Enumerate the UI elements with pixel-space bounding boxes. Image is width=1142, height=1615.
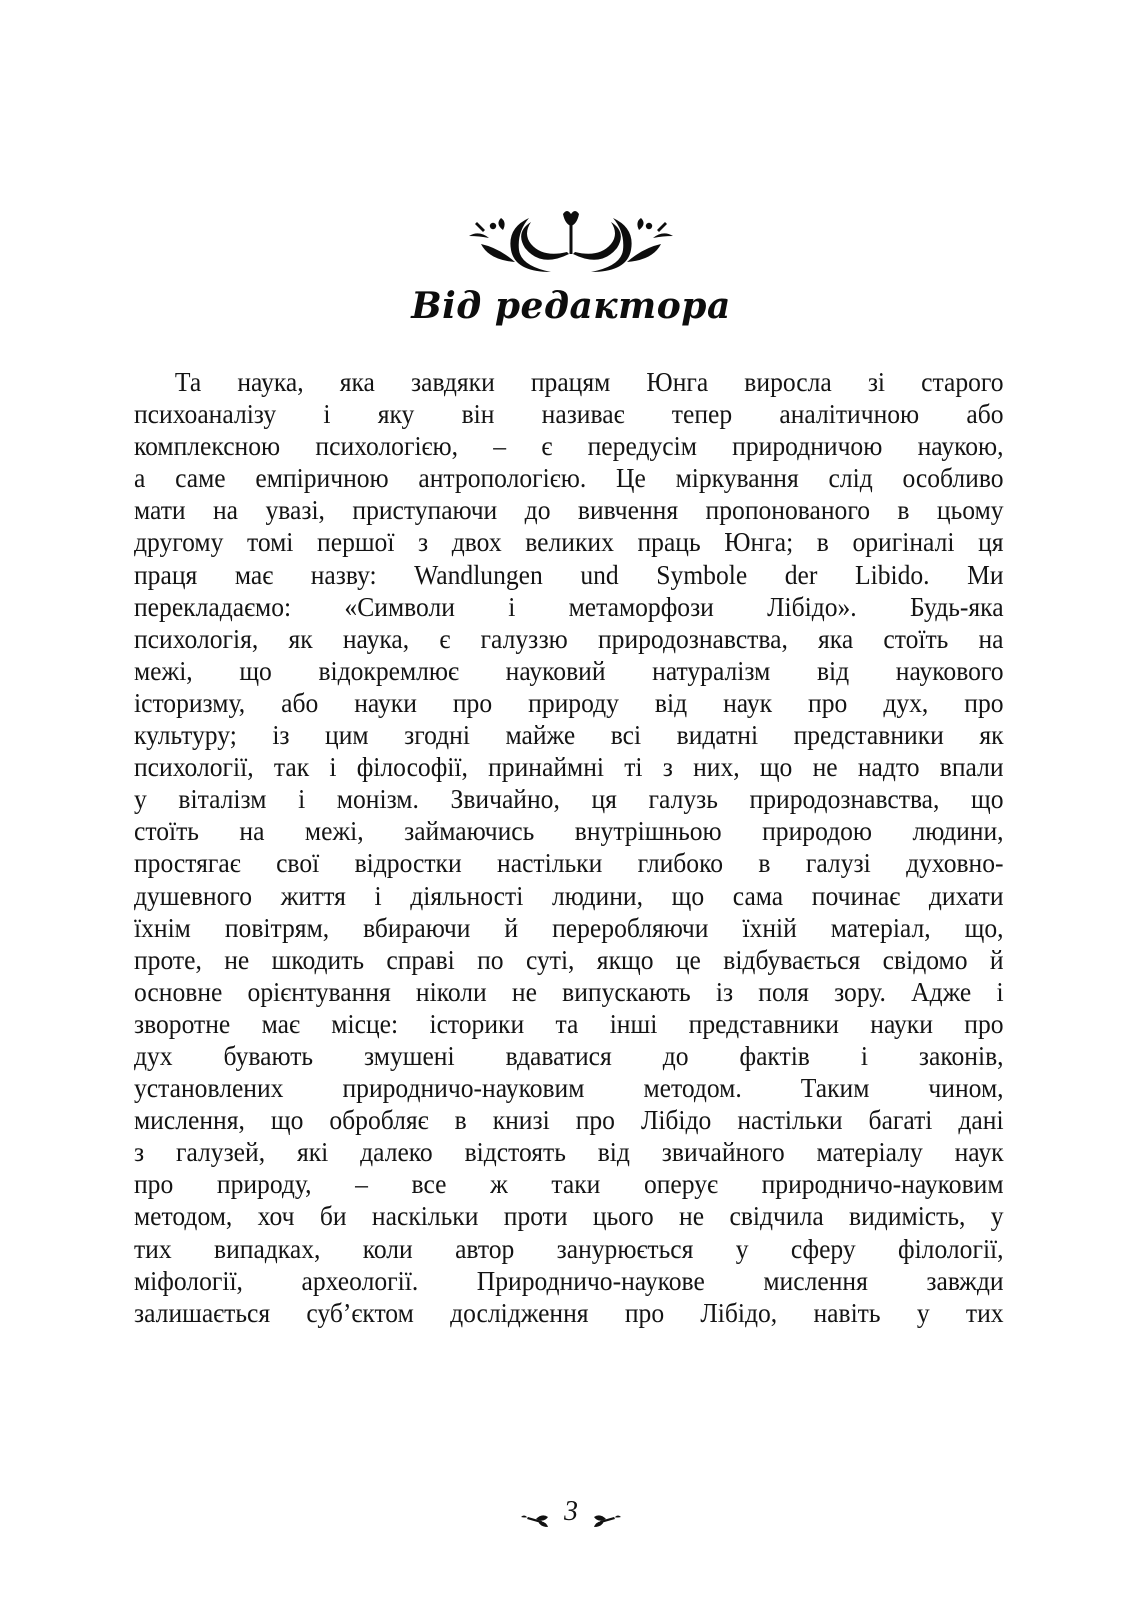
text-line: психоаналізу і яку він називає тепер аналітичною або — [134, 398, 1004, 430]
text-line: простягає свої відростки настільки глибоко в галузі духовно- — [134, 847, 1004, 879]
text-line: методом, хоч би наскільки проти цього не свідчила видимість, у — [134, 1200, 1004, 1232]
text-line: установлених природничо-науковим методом. Таким чином, — [134, 1072, 1004, 1104]
text-line: праця має назву: Wandlungen und Symbole der Libido. Ми — [134, 558, 1004, 590]
text-line: психологія, як наука, є галуззю природознавства, яка стоїть на — [134, 622, 1004, 654]
text-line: з галузей, які далеко відстоять від звичайного матеріалу наук — [134, 1136, 1004, 1168]
text-line: їхнім повітрям, вбираючи й переробляючи їхній матеріал, що, — [134, 911, 1004, 943]
text-line: а саме емпіричною антропологією. Це міркування слід особливо — [134, 462, 1004, 494]
text-line: проте, не шкодить справі по суті, якщо це відбувається свідомо й — [134, 943, 1004, 975]
leaf-flourish-right-icon — [588, 1504, 622, 1520]
chapter-title: Від редактора — [411, 285, 731, 327]
text-line: про природу, – все ж таки оперує природничо-науковим — [134, 1168, 1004, 1200]
page-number: 3 — [564, 1495, 578, 1527]
text-line: мати на увазі, приступаючи до вивчення пропонованого в цьому — [134, 494, 1004, 526]
text-line: дух бувають змушені вдаватися до фактів і законів, — [134, 1039, 1004, 1071]
text-line: у віталізм і монізм. Звичайно, ця галузь природознавства, що — [134, 783, 1004, 815]
text-line: історизму, або науки про природу від наук про дух, про — [134, 686, 1004, 718]
text-line: залишається суб’єктом дослідження про Лібідо, навіть у тих — [134, 1296, 1004, 1328]
text-line: культуру; із цим згодні майже всі видатні представники як — [134, 719, 1004, 751]
floral-scroll-ornament-icon — [459, 208, 683, 276]
text-line: тих випадках, коли автор занурюється у сферу філології, — [134, 1232, 1004, 1264]
text-line: основне орієнтування ніколи не випускають із поля зору. Адже і — [134, 975, 1004, 1007]
text-line: мислення, що обробляє в книзі про Лібідо настільки багаті дані — [134, 1104, 1004, 1136]
text-line: стоїть на межі, займаючись внутрішньою природою людини, — [134, 815, 1004, 847]
text-line: Та наука, яка завдяки працям Юнга виросла зі старого — [174, 366, 1004, 397]
text-line: перекладаємо: «Символи і метаморфози Лібідо». Будь-яка — [134, 590, 1004, 622]
text-line: міфології, археології. Природничо-наукове мислення завжди — [134, 1264, 1004, 1296]
text-line: комплексною психологією, – є передусім природничою наукою, — [134, 430, 1004, 462]
text-line: другому томі першої з двох великих праць Юнга; в оригіналі ця — [134, 526, 1004, 558]
text-line: душевного життя і діяльності людини, що сама починає дихати — [134, 879, 1004, 911]
text-line: зворотне має місце: історики та інші представники науки про — [134, 1007, 1004, 1039]
text-line: межі, що відокремлює науковий натуралізм від наукового — [134, 654, 1004, 686]
page-footer — [0, 1494, 1142, 1528]
text-line: психології, так і філософії, принаймні ті з них, що не надто впали — [134, 751, 1004, 783]
body-paragraph — [134, 366, 1004, 1329]
leaf-flourish-left-icon — [520, 1504, 554, 1520]
